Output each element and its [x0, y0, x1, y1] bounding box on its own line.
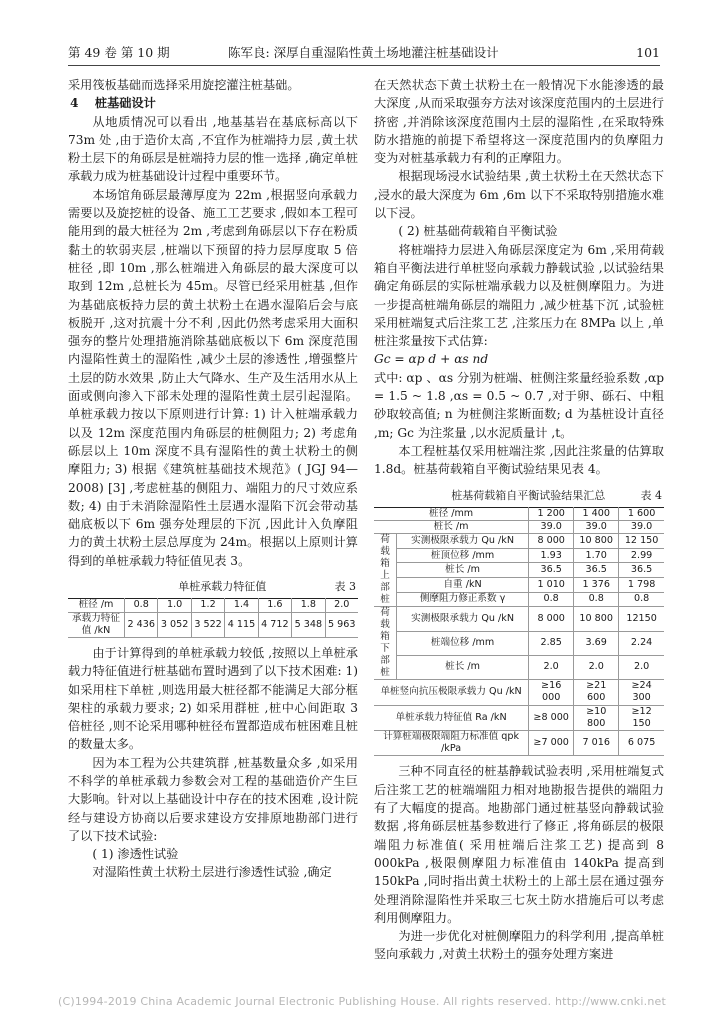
- article-title: 陈军良: 深厚自重湿陷性黄土场地灌注桩基础设计: [228, 45, 499, 60]
- paragraph: 因为本工程为公共建筑群 ,桩基数量众多 ,如采用不科学的单桩承载力参数会对工程的基础造价产生巨大影响。针对以上基础设计中存在的技术困难 ,设计院经与建设方协商以后要求建设方安排原地勘部门进行了以下技术试验:: [68, 755, 358, 843]
- table3: [68, 598, 358, 638]
- table-cell: 1 600: [619, 507, 664, 520]
- table-cell: 2.0: [574, 655, 619, 679]
- table-row: [68, 599, 358, 612]
- table-cell: 实测极限承载力 Qu /kN: [397, 607, 529, 631]
- paragraph: 本工程桩基仅采用桩端注浆 ,因此注浆量的估算取 1.8d。桩基荷载箱自平衡试验结果见表 4。: [374, 443, 664, 477]
- table-cell: 2.0: [325, 599, 358, 612]
- table-cell: ≥16 000: [529, 680, 574, 705]
- table-cell: 1.6: [258, 599, 291, 612]
- table4-caption: [374, 487, 664, 505]
- table-row: [374, 607, 664, 631]
- table-row: [374, 521, 664, 534]
- table-cell: 1.4: [225, 599, 258, 612]
- table-cell: 1.2: [191, 599, 224, 612]
- paragraph: 本场馆角砾层最薄厚度为 22m ,根据竖向承载力需要以及旋挖桩的设备、施工工艺要求 ,假如本工程可能用到的最大桩径为 2m ,考虑到角砾层以下存在粉质黏土的软弱夹层 ,桩端以下预留的持力层厚度取 5 倍桩径 ,即 10m ,那么桩端进入角砾层的最大深度可以取到 12m ,总桩长为 45m。尽管已经采用桩基 ,但作为基础底板持力层的黄土状粉土在遇水湿陷后会与底板脱开 ,这对抗震十分不利 ,因此仍然考虑采用大面积强夯的整片处理措施消除基础底板以下 6m 深度范围内湿陷性黄土的湿陷性 ,减少土层的渗透性 ,增强整片土层的防水效果 ,防止大气降水、生产及生活用水从上面或侧向渗入下部未处理的湿陷性黄土层引起湿陷。单桩承载力按以下原则进行计算: 1) 计入桩端承载力以及 12m 深度范围内角砾层的桩侧阻力; 2) 考虑角砾层以上 10m 深度不具有湿陷性的黄土状粉土的侧摩阻力; 3) 根据《建筑桩基础技术规范》( JGJ 94—2008) [3] ,考虑桩基的侧阻力、端阻力的尺寸效应系数; 4) 由于未消除湿陷性土层遇水湿陷下沉会带动基础底板以下 6m 强夯处理层的下沉 ,因此计入负摩阻力的黄土状粉土层总厚度为 24m。根据以上原则计算得到的单桩承载力特征值见表 3。: [68, 187, 358, 568]
- formula: Gc = αp d + αs nd: [374, 352, 489, 367]
- table-cell: 1 400: [574, 507, 619, 520]
- table-cell: ≥8 000: [529, 705, 574, 730]
- table-cell: 承载力特征值 /kN: [68, 612, 125, 637]
- table-cell: 1.70: [574, 548, 619, 563]
- table-cell: 8 000: [529, 607, 574, 631]
- table-cell: 实测极限承载力 Qu /kN: [397, 534, 529, 549]
- paragraph: 式中: αp 、αs 分别为桩端、桩侧注浆量经验系数 ,αp = 1.5 ~ 1.8 ,αs = 0.5 ~ 0.7 ,对于卵、砾石、中粗砂取较高值; n 为桩侧注浆断面数; d 为基桩设计直径 ,m; Gc 为注浆量 ,以水泥质量计 ,t。: [374, 370, 664, 440]
- table-cell: 1.93: [529, 548, 574, 563]
- table-cell: 桩长 /m: [397, 655, 529, 679]
- table-row: [374, 631, 664, 655]
- table4: [374, 507, 664, 757]
- table-cell: ≥12 150: [619, 705, 664, 730]
- table-cell: 8 000: [529, 534, 574, 549]
- volume-issue: 第 49 卷 第 10 期: [68, 45, 170, 60]
- subsection-title: ( 2) 桩基础荷载箱自平衡试验: [398, 224, 558, 239]
- right-column: [374, 76, 664, 964]
- section-title: 4 桩基础设计: [70, 96, 156, 111]
- paragraph: 三种不同直径的桩基静载试验表明 ,采用桩端复式后注浆工艺的桩端端阻力相对地勘报告提供的端阻力有了大幅度的提高。地勘部门通过桩基竖向静载试验数据 ,将角砾层桩基参数进行了修正 ,将角砾层的极限端阻力标准值( 采用桩端后注浆工艺) 提高到 8 000kPa ,极限侧摩阻力标准值由 140kPa 提高到 150kPa ,同时指出黄土状粉土的上部土层在通过强夯处理消除湿陷性并采取三七灰土防水措施后可以考虑利用侧摩阻力。: [374, 764, 664, 925]
- table-cell: 5 963: [325, 612, 358, 637]
- table-cell: 桩顶位移 /mm: [397, 548, 529, 563]
- left-column: [68, 76, 358, 882]
- table-cell: 4 115: [225, 612, 258, 637]
- table-cell: 桩端位移 /mm: [397, 631, 529, 655]
- table-cell: 单桩承载力特征值 Ra /kN: [374, 705, 529, 730]
- paragraph: 对湿陷性黄土状粉土层进行渗透性试验 ,确定: [92, 865, 332, 880]
- table-cell: 2.99: [619, 548, 664, 563]
- table-cell: 0.8: [529, 592, 574, 607]
- table4-number: 表 4: [640, 488, 662, 502]
- table-cell: 1.8: [292, 599, 325, 612]
- table-cell: 3.69: [574, 631, 619, 655]
- table-cell: 侧摩阻力修正系数 γ: [397, 592, 529, 607]
- table-row: [374, 534, 664, 549]
- table-cell: 桩径 /m: [68, 599, 125, 612]
- table-cell: ≥7 000: [529, 731, 574, 756]
- table-row: [374, 592, 664, 607]
- table-cell: 0.8: [619, 592, 664, 607]
- table-cell: 6 075: [619, 731, 664, 756]
- table-cell: 10 800: [574, 607, 619, 631]
- table-cell: ≥24 300: [619, 680, 664, 705]
- table-row: [374, 507, 664, 520]
- table-cell: 2.85: [529, 631, 574, 655]
- subsection-title: ( 1) 渗透性试验: [92, 847, 179, 862]
- table-cell: 36.5: [529, 563, 574, 578]
- table-cell: 2 436: [125, 612, 158, 637]
- table-cell: 2.0: [619, 655, 664, 679]
- table3-title: 单桩承载力特征值: [178, 580, 267, 594]
- table-cell: 7 016: [574, 731, 619, 756]
- paragraph: 根据现场浸水试验结果 ,黄土状粉土在天然状态下 ,浸水的最大深度为 6m ,6m 以下不采取特别措施水难以下浸。: [374, 169, 664, 221]
- table-cell: 1.0: [158, 599, 191, 612]
- copyright-footer: (C)1994-2019 China Academic Journal Electronic Publishing House. All rights reserved. http://www.cnki.net: [58, 995, 666, 1008]
- page-number: 101: [636, 45, 660, 60]
- paragraph: 采用筏板基础而选择采用旋挖灌注桩基础。: [68, 78, 300, 92]
- paragraph: 在天然状态下黄土状粉土在一般情况下水能渗透的最大深度 ,从而采取强夯方法对该深度范围内的土层进行挤密 ,并消除该深度范围内土层的湿陷性 ,在采取特殊防水措施的前提下希望将这一深度范围内的负摩阻力变为对桩基承载力有利的正摩阻力。: [374, 78, 664, 166]
- table-cell: 桩长 /m: [374, 521, 529, 534]
- table-cell: 1 010: [529, 578, 574, 593]
- paragraph: 为进一步优化对桩侧摩阻力的科学利用 ,提高单桩竖向承载力 ,对黄土状粉土的强夯处理方案进: [374, 929, 664, 962]
- table-cell: 5 348: [292, 612, 325, 637]
- table-cell: 39.0: [574, 521, 619, 534]
- table4-title: 桩基荷载箱自平衡试验结果汇总: [451, 488, 606, 502]
- table-cell: 2.24: [619, 631, 664, 655]
- table-cell: 2.0: [529, 655, 574, 679]
- table-cell: 4 712: [258, 612, 291, 637]
- running-header: [68, 43, 660, 66]
- table3-number: 表 3: [334, 580, 356, 594]
- table-cell: 1 376: [574, 578, 619, 593]
- table3-caption: [68, 578, 358, 596]
- table-cell: ≥21 600: [574, 680, 619, 705]
- table-cell: 0.8: [574, 592, 619, 607]
- table-cell: 12 150: [619, 534, 664, 549]
- paragraph: 由于计算得到的单桩承载力较低 ,按照以上单桩承载力特征值进行桩基础布置时遇到了以下技术困难: 1) 如采用柱下单桩 ,则选用最大桩径都不能满足大部分框架柱的承载力要求; 2) 如采用群桩 ,桩中心间距取 3 倍桩径 ,则不论采用哪种桩径布置都造成布桩困难且桩的数量太多。: [68, 645, 358, 752]
- table-group-label: 荷载箱下部桩: [374, 607, 397, 680]
- table-cell: 桩长 /m: [397, 563, 529, 578]
- table-row: [374, 548, 664, 563]
- table-row: [68, 612, 358, 637]
- table-cell: 1 798: [619, 578, 664, 593]
- table-row: [374, 655, 664, 679]
- table-group-label: 荷载箱上部桩: [374, 534, 397, 607]
- paragraph: 从地质情况可以看出 ,地基基岩在基底标高以下 73m 处 ,由于造价太高 ,不宜作为桩端持力层 ,黄土状粉土层下的角砾层是桩端持力层的惟一选择 ,确定单桩承载力成为桩基础设计过程中重要环节。: [68, 114, 358, 184]
- table-cell: 单桩竖向抗压极限承载力 Qu /kN: [374, 680, 529, 705]
- table-cell: 39.0: [619, 521, 664, 534]
- table-cell: 36.5: [619, 563, 664, 578]
- table-cell: 自重 /kN: [397, 578, 529, 593]
- table-cell: 1 200: [529, 507, 574, 520]
- table-cell: 3 052: [158, 612, 191, 637]
- table-row: [374, 563, 664, 578]
- table-cell: 0.8: [125, 599, 158, 612]
- table-cell: 计算桩端极限端阻力标准值 qpk /kPa: [374, 731, 529, 756]
- table-cell: 39.0: [529, 521, 574, 534]
- table-cell: ≥10 800: [574, 705, 619, 730]
- paragraph: 将桩端持力层进入角砾层深度定为 6m ,采用荷载箱自平衡法进行单桩竖向承载力静载试验 ,以试验结果确定角砾层的实际桩端承载力以及桩侧摩阻力。为进一步提高桩端角砾层的端阻力 ,减少桩基下沉 ,试验桩采用桩端复式后注浆工艺 ,注浆压力在 8MPa 以上 ,单桩注浆量按下式估算:: [374, 242, 664, 349]
- table-cell: 3 522: [191, 612, 224, 637]
- table-cell: 桩径 /mm: [374, 507, 529, 520]
- table-cell: 10 800: [574, 534, 619, 549]
- table-row: [374, 680, 664, 705]
- table-cell: 12150: [619, 607, 664, 631]
- table-row: [374, 731, 664, 756]
- table-cell: 36.5: [574, 563, 619, 578]
- table-row: [374, 705, 664, 730]
- table-row: [374, 578, 664, 593]
